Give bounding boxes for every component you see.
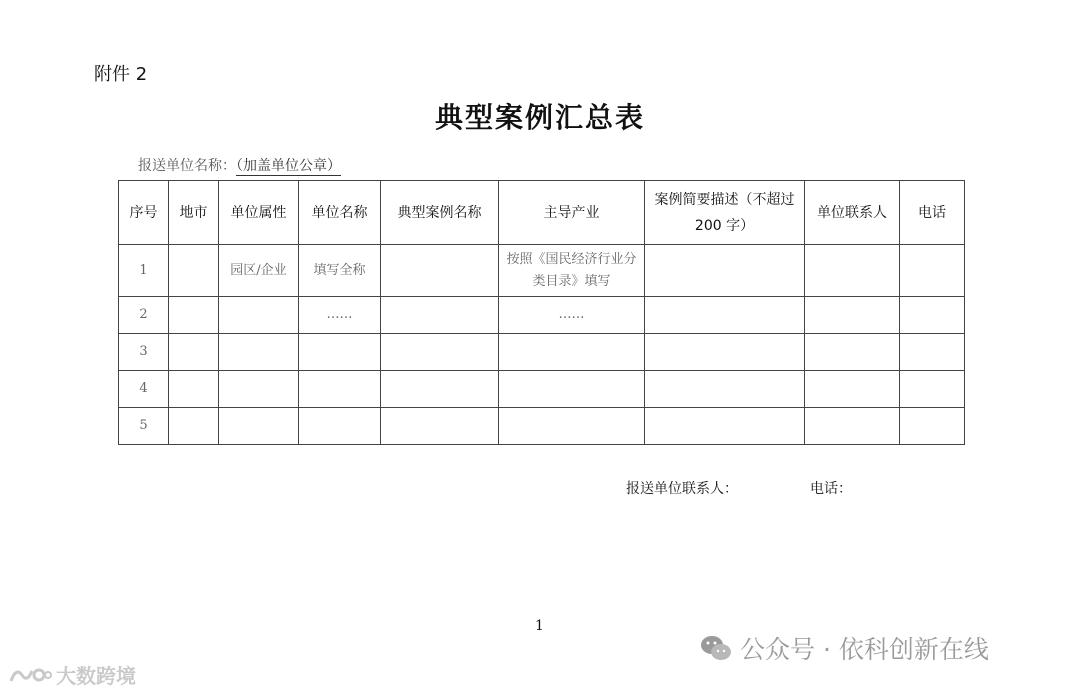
cell-industry: …… xyxy=(499,297,645,334)
header-industry: 主导产业 xyxy=(499,181,645,245)
cell-contact xyxy=(805,371,900,408)
cell-seq: 1 xyxy=(119,245,169,297)
watermark-left-text: 大数跨境 xyxy=(56,664,136,688)
cell-unit-name: …… xyxy=(299,297,381,334)
cell-seq: 3 xyxy=(119,334,169,371)
cell-industry xyxy=(499,334,645,371)
cell-city xyxy=(169,245,219,297)
cell-seq: 2 xyxy=(119,297,169,334)
submit-unit-line xyxy=(138,155,341,175)
cell-description xyxy=(645,334,805,371)
cell-phone xyxy=(900,245,965,297)
table-header-row xyxy=(119,181,965,245)
header-unit-type: 单位属性 xyxy=(219,181,299,245)
cell-description xyxy=(645,371,805,408)
cell-unit-name xyxy=(299,334,381,371)
watermark-left xyxy=(8,660,136,689)
cell-seq: 4 xyxy=(119,371,169,408)
brand-logo-icon xyxy=(8,663,52,687)
wechat-icon xyxy=(700,634,732,662)
cell-unit-name xyxy=(299,371,381,408)
cell-description xyxy=(645,297,805,334)
cell-contact xyxy=(805,408,900,445)
cell-contact xyxy=(805,297,900,334)
cell-city xyxy=(169,371,219,408)
cell-phone xyxy=(900,297,965,334)
cell-unit-name xyxy=(299,408,381,445)
header-description: 案例简要描述（不超过200 字） xyxy=(645,181,805,245)
cell-unit-type: 园区/企业 xyxy=(219,245,299,297)
table-row xyxy=(119,297,965,334)
cell-unit-type xyxy=(219,334,299,371)
cell-case-name xyxy=(381,408,499,445)
cell-city xyxy=(169,408,219,445)
cell-industry: 按照《国民经济行业分类目录》填写 xyxy=(499,245,645,297)
cell-contact xyxy=(805,245,900,297)
table-row xyxy=(119,334,965,371)
footer-phone-label: 电话： xyxy=(810,481,852,497)
watermark-right-text: 公众号 · 依科创新在线 xyxy=(740,635,989,664)
header-city: 地市 xyxy=(169,181,219,245)
cell-case-name xyxy=(381,371,499,408)
table-row xyxy=(119,408,965,445)
cell-case-name xyxy=(381,334,499,371)
cell-industry xyxy=(499,371,645,408)
table-row xyxy=(119,245,965,297)
case-summary-table xyxy=(118,180,965,445)
cell-unit-type xyxy=(219,297,299,334)
cell-contact xyxy=(805,334,900,371)
header-seq: 序号 xyxy=(119,181,169,245)
header-contact: 单位联系人 xyxy=(805,181,900,245)
attachment-label: 附件 2 xyxy=(94,64,148,85)
cell-industry xyxy=(499,408,645,445)
cell-description xyxy=(645,408,805,445)
header-case-name: 典型案例名称 xyxy=(381,181,499,245)
header-phone: 电话 xyxy=(900,181,965,245)
page-title: 典型案例汇总表 xyxy=(434,101,645,134)
submit-unit-label: 报送单位名称： xyxy=(138,158,236,174)
cell-city xyxy=(169,334,219,371)
header-unit-name: 单位名称 xyxy=(299,181,381,245)
cell-phone xyxy=(900,408,965,445)
cell-unit-type xyxy=(219,408,299,445)
cell-description xyxy=(645,245,805,297)
submit-unit-hint: （加盖单位公章） xyxy=(236,158,341,174)
table-row xyxy=(119,371,965,408)
page-number: 1 xyxy=(535,618,544,634)
watermark-right xyxy=(700,630,989,666)
footer-contact-label: 报送单位联系人： xyxy=(626,481,738,497)
cell-phone xyxy=(900,371,965,408)
cell-phone xyxy=(900,334,965,371)
cell-case-name xyxy=(381,245,499,297)
cell-city xyxy=(169,297,219,334)
cell-case-name xyxy=(381,297,499,334)
cell-seq: 5 xyxy=(119,408,169,445)
cell-unit-name: 填写全称 xyxy=(299,245,381,297)
cell-unit-type xyxy=(219,371,299,408)
